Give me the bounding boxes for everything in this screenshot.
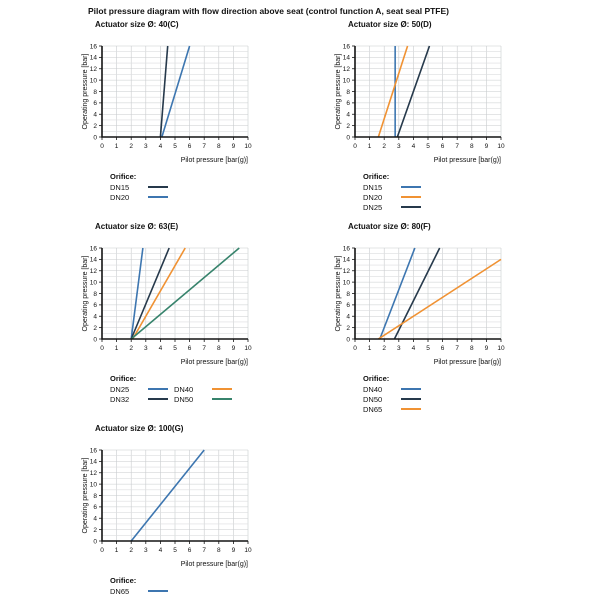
tick-label: 2 [129, 345, 134, 352]
tick-label: 4 [411, 143, 416, 150]
tick-label: 4 [93, 515, 97, 523]
legend-title: Orifice: [110, 374, 137, 383]
legend-item-label: DN15 [363, 182, 383, 192]
grid-lines [102, 450, 248, 541]
chart-block-actuator-size-40-c- [80, 20, 330, 202]
tick-label: 0 [346, 134, 350, 142]
chart-block-actuator-size-80-f- [333, 222, 583, 414]
x-axis-label: Pilot pressure [bar(g)] [433, 157, 501, 164]
tick-label: 8 [469, 143, 474, 150]
legend-swatch-dn40 [401, 388, 421, 390]
y-tick-labels [90, 43, 102, 141]
legend-item-label: DN25 [363, 202, 383, 212]
y-axis-label: Operating pressure [bar] [82, 53, 89, 130]
tick-label: 14 [89, 458, 97, 466]
tick-label: 2 [382, 143, 387, 150]
tick-label: 9 [484, 345, 489, 352]
tick-label: 1 [114, 345, 119, 352]
grid-lines [355, 248, 501, 339]
tick-label: 10 [342, 279, 350, 287]
x-axis-label: Pilot pressure [bar(g)] [433, 359, 501, 366]
legend-title: Orifice: [363, 172, 390, 181]
legend-item-dn40 [174, 384, 232, 394]
tick-label: 10 [244, 345, 252, 352]
tick-label: 0 [353, 143, 357, 150]
legend-swatch-dn50 [212, 398, 232, 400]
legend-swatch-dn15 [401, 186, 421, 188]
tick-label: 2 [129, 547, 134, 554]
chart-plot [80, 440, 266, 572]
tick-label: 0 [93, 134, 97, 142]
x-tick-labels [100, 137, 252, 150]
chart-title: Actuator size Ø: 80(F) [348, 222, 431, 231]
tick-label: 9 [484, 143, 489, 150]
tick-label: 8 [93, 290, 97, 298]
tick-label: 2 [93, 526, 97, 534]
tick-label: 5 [426, 345, 430, 352]
tick-label: 4 [93, 313, 97, 321]
legend-title: Orifice: [110, 172, 137, 181]
tick-label: 2 [382, 345, 387, 352]
legend-item-dn20 [110, 192, 168, 202]
tick-label: 6 [346, 100, 350, 108]
legend-item-label: DN65 [110, 586, 130, 596]
tick-label: 8 [469, 345, 474, 352]
tick-label: 3 [396, 143, 401, 150]
legend-title: Orifice: [363, 374, 390, 383]
x-axis-label: Pilot pressure [bar(g)] [180, 561, 248, 568]
legend-items [110, 182, 330, 202]
legend-swatch-dn20 [148, 196, 168, 198]
legend-item-dn65 [363, 404, 421, 414]
legend-item-dn32 [110, 394, 168, 404]
tick-label: 0 [100, 547, 104, 554]
tick-label: 4 [158, 345, 163, 352]
tick-label: 5 [173, 345, 177, 352]
x-tick-labels [100, 541, 252, 554]
chart-legend [80, 172, 330, 202]
y-tick-labels [343, 43, 355, 141]
tick-label: 3 [143, 547, 148, 554]
legend-item-label: DN40 [174, 384, 194, 394]
tick-label: 6 [187, 345, 192, 352]
tick-label: 8 [216, 345, 221, 352]
legend-item-label: DN20 [363, 192, 383, 202]
tick-label: 10 [244, 143, 252, 150]
legend-item-dn25 [110, 384, 168, 394]
legend-item-label: DN50 [363, 394, 383, 404]
tick-label: 3 [143, 345, 148, 352]
tick-label: 6 [187, 547, 192, 554]
y-axis-label: Operating pressure [bar] [82, 255, 89, 332]
chart-plot [333, 36, 519, 168]
tick-label: 1 [367, 143, 372, 150]
tick-label: 12 [89, 66, 97, 74]
tick-label: 0 [93, 336, 97, 344]
tick-label: 2 [346, 324, 350, 332]
chart-block-actuator-size-50-d- [333, 20, 583, 212]
x-axis-label: Pilot pressure [bar(g)] [180, 359, 248, 366]
legend-item-dn65 [110, 586, 168, 596]
tick-label: 7 [455, 143, 460, 150]
tick-label: 2 [93, 122, 97, 130]
grid-lines [355, 46, 501, 137]
tick-label: 4 [93, 111, 97, 119]
tick-label: 10 [244, 547, 252, 554]
tick-label: 10 [89, 77, 97, 85]
tick-label: 4 [346, 313, 350, 321]
tick-label: 8 [346, 88, 350, 96]
tick-label: 10 [89, 481, 97, 489]
x-axis-label: Pilot pressure [bar(g)] [180, 157, 248, 164]
tick-label: 6 [187, 143, 192, 150]
legend-items [363, 384, 583, 414]
tick-label: 4 [158, 143, 163, 150]
chart-block-actuator-size-63-e- [80, 222, 330, 404]
tick-label: 0 [353, 345, 357, 352]
y-axis-label: Operating pressure [bar] [82, 457, 89, 534]
tick-label: 9 [231, 143, 236, 150]
y-axis-label: Operating pressure [bar] [335, 255, 342, 332]
tick-label: 10 [89, 279, 97, 287]
chart-plot [80, 238, 266, 370]
tick-label: 14 [89, 256, 97, 264]
legend-items [110, 586, 330, 596]
x-tick-labels [353, 339, 505, 352]
tick-label: 2 [129, 143, 134, 150]
tick-label: 7 [455, 345, 460, 352]
chart-legend [333, 172, 583, 212]
tick-label: 6 [440, 345, 445, 352]
tick-label: 8 [216, 547, 221, 554]
tick-label: 0 [93, 538, 97, 546]
tick-label: 6 [93, 504, 97, 512]
legend-item-label: DN20 [110, 192, 130, 202]
tick-label: 6 [93, 302, 97, 310]
tick-label: 7 [202, 547, 207, 554]
tick-label: 2 [93, 324, 97, 332]
tick-label: 12 [89, 268, 97, 276]
legend-item-label: DN32 [110, 394, 130, 404]
x-tick-labels [100, 339, 252, 352]
tick-label: 7 [202, 143, 207, 150]
legend-swatch-dn20 [401, 196, 421, 198]
tick-label: 1 [114, 547, 119, 554]
tick-label: 4 [346, 111, 350, 119]
legend-item-label: DN50 [174, 394, 194, 404]
legend-item-dn40 [363, 384, 421, 394]
tick-label: 1 [367, 345, 372, 352]
tick-label: 9 [231, 345, 236, 352]
tick-label: 16 [89, 43, 97, 51]
tick-label: 16 [89, 245, 97, 253]
chart-block-actuator-size-100-g- [80, 424, 330, 596]
tick-label: 10 [497, 345, 505, 352]
tick-label: 12 [89, 470, 97, 478]
chart-title: Actuator size Ø: 63(E) [95, 222, 179, 231]
x-tick-labels [353, 137, 505, 150]
chart-title: Actuator size Ø: 100(G) [95, 424, 184, 433]
tick-label: 3 [396, 345, 401, 352]
chart-plot [80, 36, 266, 168]
tick-label: 5 [173, 143, 177, 150]
tick-label: 6 [346, 302, 350, 310]
tick-label: 5 [426, 143, 430, 150]
tick-label: 9 [231, 547, 236, 554]
legend-swatch-dn25 [401, 206, 421, 208]
legend-swatch-dn15 [148, 186, 168, 188]
tick-label: 5 [173, 547, 177, 554]
legend-swatch-dn25 [148, 388, 168, 390]
legend-item-label: DN15 [110, 182, 130, 192]
tick-label: 16 [342, 245, 350, 253]
tick-label: 0 [346, 336, 350, 344]
y-tick-labels [90, 245, 102, 343]
y-axis-label: Operating pressure [bar] [335, 53, 342, 130]
legend-item-dn50 [174, 394, 232, 404]
chart-title: Actuator size Ø: 50(D) [348, 20, 432, 29]
tick-label: 14 [342, 54, 350, 62]
legend-item-dn15 [363, 182, 421, 192]
chart-legend [333, 374, 583, 414]
tick-label: 1 [114, 143, 119, 150]
legend-item-label: DN25 [110, 384, 130, 394]
tick-label: 0 [100, 143, 104, 150]
legend-swatch-dn65 [148, 590, 168, 592]
legend-title: Orifice: [110, 576, 137, 585]
tick-label: 10 [342, 77, 350, 85]
tick-label: 8 [93, 492, 97, 500]
chart-plot [333, 238, 519, 370]
chart-legend [80, 576, 330, 596]
tick-label: 2 [346, 122, 350, 130]
page-title: Pilot pressure diagram with flow direction above seat (control function A, seat seal PTFE) [88, 6, 450, 16]
chart-title: Actuator size Ø: 40(C) [95, 20, 179, 29]
tick-label: 0 [100, 345, 104, 352]
tick-label: 4 [411, 345, 416, 352]
tick-label: 8 [346, 290, 350, 298]
tick-label: 6 [93, 100, 97, 108]
legend-item-dn20 [363, 192, 421, 202]
legend-swatch-dn65 [401, 408, 421, 410]
legend-item-label: DN65 [363, 404, 383, 414]
tick-label: 4 [158, 547, 163, 554]
tick-label: 8 [93, 88, 97, 96]
legend-items [110, 384, 330, 404]
legend-swatch-dn50 [401, 398, 421, 400]
tick-label: 14 [89, 54, 97, 62]
chart-legend [80, 374, 330, 404]
tick-label: 14 [342, 256, 350, 264]
legend-swatch-dn40 [212, 388, 232, 390]
legend-items [363, 182, 583, 212]
tick-label: 16 [89, 447, 97, 455]
tick-label: 6 [440, 143, 445, 150]
tick-label: 12 [342, 268, 350, 276]
tick-label: 10 [497, 143, 505, 150]
grid-lines [102, 248, 248, 339]
legend-item-dn25 [363, 202, 421, 212]
tick-label: 16 [342, 43, 350, 51]
legend-item-label: DN40 [363, 384, 383, 394]
tick-label: 7 [202, 345, 207, 352]
y-tick-labels [343, 245, 355, 343]
tick-label: 8 [216, 143, 221, 150]
y-tick-labels [90, 447, 102, 545]
legend-item-dn50 [363, 394, 421, 404]
legend-item-dn15 [110, 182, 168, 192]
tick-label: 12 [342, 66, 350, 74]
legend-swatch-dn32 [148, 398, 168, 400]
tick-label: 3 [143, 143, 148, 150]
